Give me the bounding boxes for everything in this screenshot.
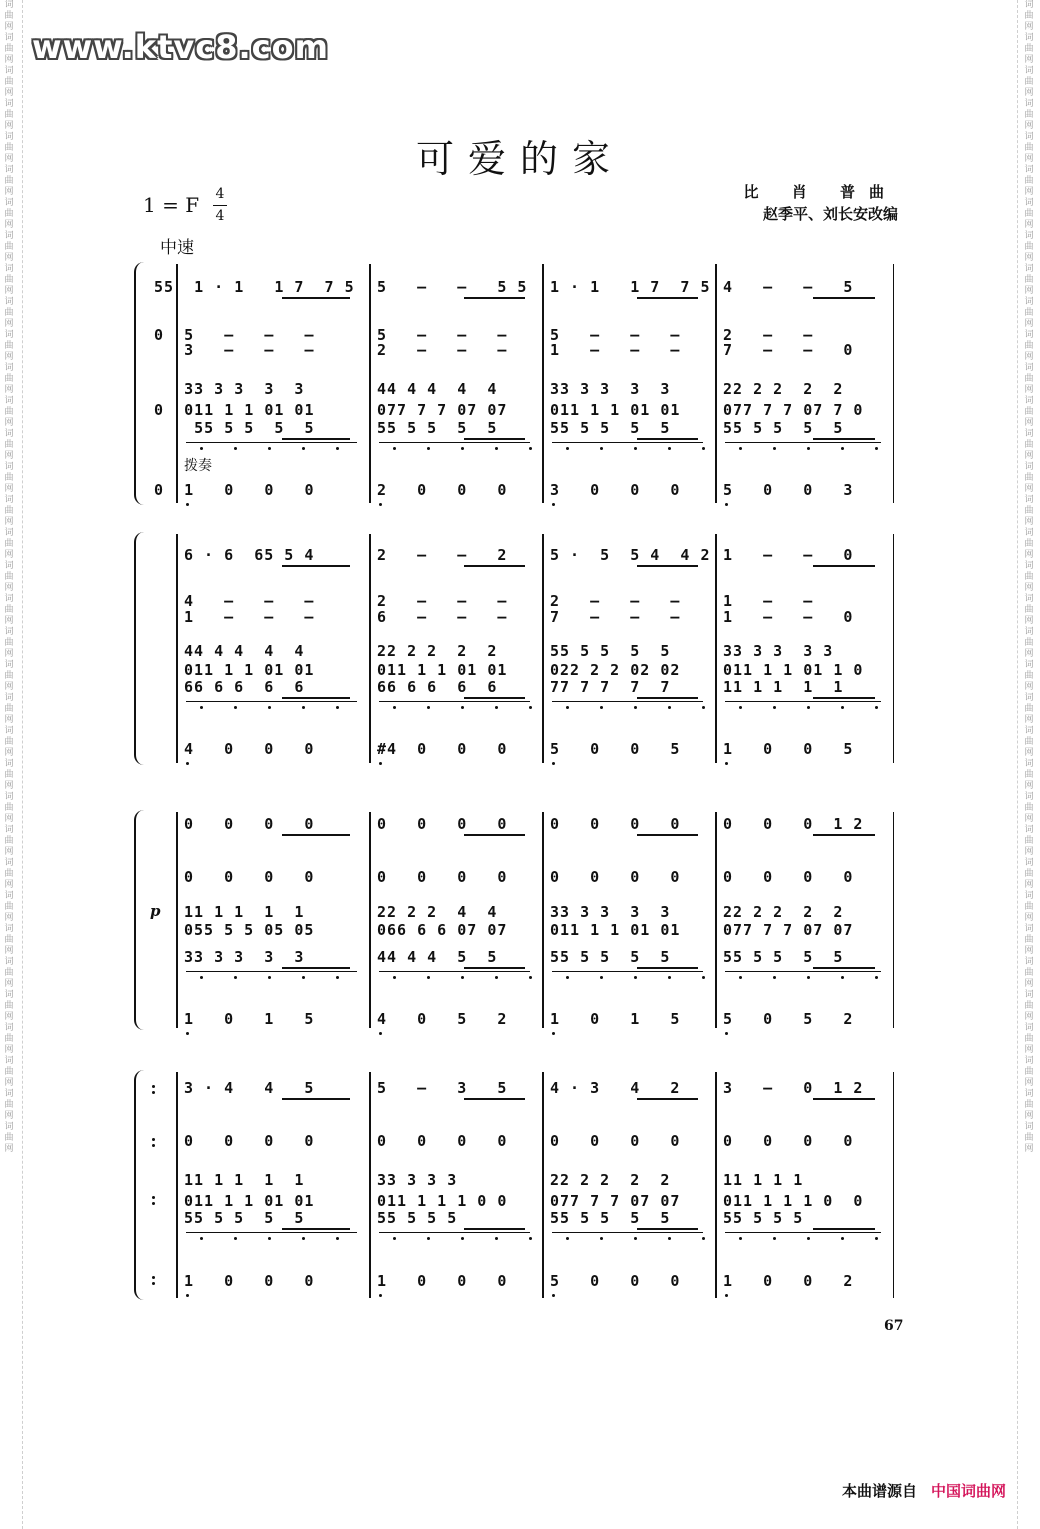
octave-dot	[268, 976, 271, 979]
octave-dot	[529, 976, 532, 979]
octave-dot	[302, 706, 305, 709]
melody-measure: 5 — — 5 5	[377, 278, 528, 296]
octave-dot	[461, 706, 464, 709]
harmony-upper-measure: 0 0 0 0	[550, 1132, 681, 1150]
composer-credit: 比 肖 普曲	[743, 183, 898, 201]
harmony-upper-measure: 5 — — —	[550, 326, 681, 344]
melody-measure: 1 · 1 1 7 7 5	[550, 278, 711, 296]
strings-bot-measure: 66 6 6 6 6	[184, 678, 305, 696]
strings-top-measure: 44 4 4 4 4	[184, 642, 305, 660]
octave-dot	[668, 447, 671, 450]
bass-measure: 5 0 0 0	[550, 1272, 681, 1290]
source-label: 本曲谱源自	[841, 1482, 917, 1500]
strings-top-measure: 22 2 2 2 2	[550, 1171, 671, 1189]
strings-top-measure: 11 1 1 1	[723, 1171, 804, 1189]
melody-measure: 0 0 0 1 2	[723, 815, 864, 833]
strings-bot-measure: 55 5 5 5 5	[154, 419, 315, 437]
harmony-upper-measure: 0 0 0 0	[184, 868, 315, 886]
strings-mid-measure: 055 5 5 05 05	[184, 921, 315, 939]
octave-dot	[841, 1237, 844, 1240]
octave-dot	[495, 976, 498, 979]
left-margin-guide	[22, 0, 23, 1529]
left-side-watermark: 词曲网词曲网词曲网词曲网词曲网词曲网词曲网词曲网词曲网词曲网词曲网词曲网词曲网词曲网词曲网词曲网词曲网词曲网词曲网词曲网词曲网词曲网词曲网词曲网词曲网词曲网词曲网词曲网词曲网词曲网词曲网词曲网词曲网词曲网词曲网	[4, 0, 14, 1154]
octave-dot	[875, 706, 878, 709]
octave-dot	[529, 1237, 532, 1240]
strings-mid-measure: 077 7 7 07 07	[550, 1192, 681, 1210]
octave-dot	[268, 706, 271, 709]
octave-dot	[393, 706, 396, 709]
melody-measure: 3 · 4 4 5	[184, 1079, 315, 1097]
octave-dot	[634, 447, 637, 450]
strings-bot-measure: 55 5 5 5	[723, 1209, 804, 1227]
strings-bot-measure: 44 4 4 5 5	[377, 948, 498, 966]
strings-mid-measure: 011 1 1 01 01	[550, 921, 681, 939]
melody-measure: 4 · 3 4 2	[550, 1079, 681, 1097]
octave-dot	[427, 976, 430, 979]
octave-dot	[566, 447, 569, 450]
octave-dot	[668, 1237, 671, 1240]
melody-measure: 1 — — 0	[723, 546, 854, 564]
bass-row	[0, 1266, 1040, 1296]
octave-dot	[702, 447, 705, 450]
harmony-lower-measure: 1 — — 0	[723, 608, 854, 626]
key-signature: 1 = F	[143, 193, 200, 217]
octave-dot	[841, 976, 844, 979]
octave-dot	[268, 447, 271, 450]
harmony-lower-measure: 7 — — 0	[723, 341, 854, 359]
octave-dot	[336, 447, 339, 450]
time-signature	[212, 184, 228, 227]
strings-mid-measure: 077 7 7 07 07	[377, 401, 508, 419]
page-number: 67	[884, 1318, 904, 1334]
octave-dot	[234, 447, 237, 450]
harmony-upper-measure: 0 5 — — —	[154, 326, 315, 344]
strings-bot-measure: 11 1 1 1 1	[723, 678, 844, 696]
bass-measure: 1 0 0 0	[377, 1272, 508, 1290]
octave-dot	[393, 976, 396, 979]
octave-dot	[336, 976, 339, 979]
octave-dot	[773, 976, 776, 979]
octave-dot	[234, 706, 237, 709]
melody-measure: 5 — 3 5	[377, 1079, 508, 1097]
bass-measure: 1 0 0 2	[723, 1272, 854, 1290]
harmony-upper-measure: 2 — — —	[377, 592, 508, 610]
harmony-upper-measure: 0 0 0 0	[550, 868, 681, 886]
bass-measure: 1 0 0 0	[184, 1272, 315, 1290]
melody-row	[0, 1073, 1040, 1103]
time-signature-bottom: 4	[215, 208, 225, 224]
bass-measure: 4 0 0 0	[184, 740, 315, 758]
octave-dot	[234, 1237, 237, 1240]
melody-measure: 2 — — 2	[377, 546, 508, 564]
octave-dot	[302, 976, 305, 979]
source-credit	[842, 1480, 1006, 1501]
octave-dot	[634, 706, 637, 709]
strings-top-measure: 33 3 3 3 3	[550, 380, 671, 398]
dynamic-marking: p	[150, 902, 162, 920]
bass-measure: 1 0 1 5	[550, 1010, 681, 1028]
octave-dot	[529, 447, 532, 450]
octave-dot	[739, 447, 742, 450]
right-side-watermark: 词曲网词曲网词曲网词曲网词曲网词曲网词曲网词曲网词曲网词曲网词曲网词曲网词曲网词曲网词曲网词曲网词曲网词曲网词曲网词曲网词曲网词曲网词曲网词曲网词曲网词曲网词曲网词曲网词曲网词曲网词曲网词曲网词曲网词曲网词曲网	[1024, 0, 1034, 1154]
octave-dot	[739, 1237, 742, 1240]
octave-dot	[393, 1237, 396, 1240]
harmony-upper-measure: 0 0 0 0	[377, 1132, 508, 1150]
octave-dot	[495, 1237, 498, 1240]
octave-dot	[302, 1237, 305, 1240]
strings-bot-measure: 66 6 6 6 6	[377, 678, 498, 696]
strings-mid-measure: 011 1 1 01 01	[377, 661, 508, 679]
strings-top-measure: 22 2 2 2 2	[377, 642, 498, 660]
harmony-lower-measure: 1 — — —	[550, 341, 681, 359]
harmony-lower-measure: 7 — — —	[550, 608, 681, 626]
strings-bot-row	[0, 672, 1040, 702]
strings-top-measure: 55 5 5 5 5	[550, 642, 671, 660]
strings-top-measure: 33 3 3 3	[377, 1171, 458, 1189]
octave-dot	[841, 447, 844, 450]
octave-dot	[600, 976, 603, 979]
strings-mid-measure: 011 1 1 01 01	[184, 1192, 315, 1210]
melody-row	[0, 272, 1040, 302]
harmony-lower-row	[0, 335, 1040, 365]
octave-dot	[634, 1237, 637, 1240]
strings-mid-measure: 077 7 7 07 7 0	[723, 401, 864, 419]
strings-bot-measure: 55 5 5 5	[377, 1209, 458, 1227]
melody-measure: 4 — — 5	[723, 278, 854, 296]
right-margin-guide	[1017, 0, 1018, 1529]
strings-bot-row	[0, 942, 1040, 972]
strings-top-measure: 22 2 2 4 4	[377, 903, 498, 921]
melody-measure: 0 0 0 0	[184, 815, 315, 833]
octave-dot	[234, 976, 237, 979]
time-signature-top: 4	[215, 186, 225, 202]
strings-bot-measure: 77 7 7 7 7	[550, 678, 671, 696]
strings-bot-measure: 55 5 5 5 5	[550, 1209, 671, 1227]
octave-dot	[875, 447, 878, 450]
harmony-upper-measure: 5 — — —	[377, 326, 508, 344]
strings-top-measure: 11 1 1 1 1	[184, 1171, 305, 1189]
octave-dot	[702, 1237, 705, 1240]
strings-mid-row	[0, 915, 1040, 945]
bass-row	[0, 1004, 1040, 1034]
melody-measure: 6 · 6 65 5 4	[184, 546, 315, 564]
octave-dot	[427, 1237, 430, 1240]
strings-bot-measure: 33 3 3 3 3	[184, 948, 305, 966]
octave-dot	[600, 1237, 603, 1240]
octave-dot	[200, 447, 203, 450]
harmony-lower-measure: 6 — — —	[377, 608, 508, 626]
strings-mid-measure: 077 7 7 07 07	[723, 921, 854, 939]
bass-measure: 3 0 0 0	[550, 481, 681, 499]
octave-dot	[461, 976, 464, 979]
octave-dot	[566, 706, 569, 709]
octave-dot	[200, 1237, 203, 1240]
melody-row	[0, 540, 1040, 570]
strings-top-measure: 33 3 3 3 3	[154, 380, 305, 398]
harmony-upper-measure: 1 — —	[723, 592, 814, 610]
octave-dot	[634, 976, 637, 979]
strings-mid-measure: 011 1 1 01 1 0	[723, 661, 864, 679]
octave-dot	[461, 1237, 464, 1240]
harmony-upper-measure: 4 — — —	[184, 592, 315, 610]
bass-measure: 5 0 0 3	[723, 481, 854, 499]
site-watermark: www.ktvc8.com	[32, 28, 329, 66]
octave-dot	[529, 706, 532, 709]
octave-dot	[807, 706, 810, 709]
octave-dot	[302, 447, 305, 450]
octave-dot	[702, 706, 705, 709]
bass-measure: 5 0 0 5	[550, 740, 681, 758]
strings-top-measure: 11 1 1 1 1	[184, 903, 305, 921]
bass-measure: 2 0 0 0	[377, 481, 508, 499]
strings-mid-measure: 011 1 1 1 0 0	[723, 1192, 864, 1210]
pizzicato-marking: 拨奏	[184, 458, 212, 474]
melody-row	[0, 809, 1040, 839]
octave-dot	[875, 976, 878, 979]
harmony-upper-measure: 2 — — —	[550, 592, 681, 610]
octave-dot	[566, 976, 569, 979]
octave-dot	[668, 976, 671, 979]
octave-dot	[427, 706, 430, 709]
strings-bot-measure: 55 5 5 5 5	[184, 1209, 305, 1227]
strings-bot-row	[0, 413, 1040, 443]
strings-bot-measure: 55 5 5 5 5	[550, 419, 671, 437]
bass-measure: 5 0 5 2	[723, 1010, 854, 1028]
strings-mid-measure: 011 1 1 01 01	[550, 401, 681, 419]
octave-dot	[461, 447, 464, 450]
bass-row	[0, 734, 1040, 764]
strings-bot-measure: 55 5 5 5 5	[550, 948, 671, 966]
melody-measure: 55 1 · 1 1 7 7 5	[154, 278, 355, 296]
melody-measure: 3 — 0 1 2	[723, 1079, 864, 1097]
melody-measure: 5 · 5 5 4 4 2	[550, 546, 711, 564]
octave-dot	[875, 1237, 878, 1240]
octave-dot	[807, 1237, 810, 1240]
octave-dot	[200, 976, 203, 979]
strings-top-measure: 33 3 3 3 3	[723, 642, 834, 660]
octave-dot	[739, 976, 742, 979]
strings-mid-measure: 066 6 6 07 07	[377, 921, 508, 939]
strings-bot-measure: 55 5 5 5 5	[377, 419, 498, 437]
bass-measure: 4 0 5 2	[377, 1010, 508, 1028]
octave-dot	[668, 706, 671, 709]
octave-dot	[200, 706, 203, 709]
octave-dot	[336, 706, 339, 709]
harmony-upper-measure: 0 0 0 0	[377, 868, 508, 886]
harmony-upper-row	[0, 862, 1040, 892]
harmony-lower-row	[0, 602, 1040, 632]
harmony-lower-measure: 2 — — —	[377, 341, 508, 359]
octave-dot	[773, 706, 776, 709]
bass-measure: #4 0 0 0	[377, 740, 508, 758]
bass-measure: 1 0 0 5	[723, 740, 854, 758]
harmony-upper-row	[0, 1126, 1040, 1156]
bass-measure: 0 1 0 0 0	[154, 481, 315, 499]
strings-bot-measure: 55 5 5 5 5	[723, 948, 844, 966]
strings-mid-measure: 0 011 1 1 01 01	[154, 401, 315, 419]
octave-dot	[807, 447, 810, 450]
harmony-upper-measure: 2 — —	[723, 326, 814, 344]
strings-mid-measure: 022 2 2 02 02	[550, 661, 681, 679]
octave-dot	[268, 1237, 271, 1240]
octave-dot	[773, 1237, 776, 1240]
harmony-lower-measure: 1 — — —	[184, 608, 315, 626]
strings-bot-measure: 55 5 5 5 5	[723, 419, 844, 437]
melody-measure: 0 0 0 0	[550, 815, 681, 833]
strings-mid-measure: 011 1 1 1 0 0	[377, 1192, 508, 1210]
strings-top-measure: 44 4 4 4 4	[377, 380, 498, 398]
octave-dot	[807, 976, 810, 979]
melody-measure: 0 0 0 0	[377, 815, 508, 833]
page-title: 可爱的家	[415, 137, 624, 181]
octave-dot	[739, 706, 742, 709]
octave-dot	[773, 447, 776, 450]
octave-dot	[495, 447, 498, 450]
harmony-lower-measure: 3 — — —	[154, 341, 315, 359]
octave-dot	[336, 1237, 339, 1240]
octave-dot	[600, 706, 603, 709]
octave-dot	[702, 976, 705, 979]
source-site: 中国词曲网	[930, 1482, 1006, 1500]
octave-dot	[566, 1237, 569, 1240]
bass-row	[0, 475, 1040, 505]
strings-top-measure: 33 3 3 3 3	[550, 903, 671, 921]
octave-dot	[427, 447, 430, 450]
strings-top-measure: 22 2 2 2 2	[723, 380, 844, 398]
harmony-upper-measure: 0 0 0 0	[723, 868, 854, 886]
octave-dot	[841, 706, 844, 709]
octave-dot	[600, 447, 603, 450]
tempo-marking: 中速	[160, 238, 194, 258]
bass-measure: 1 0 1 5	[184, 1010, 315, 1028]
strings-mid-measure: 011 1 1 01 01	[184, 661, 315, 679]
octave-dot	[393, 447, 396, 450]
strings-bot-row	[0, 1203, 1040, 1233]
harmony-upper-measure: 0 0 0 0	[723, 1132, 854, 1150]
strings-top-measure: 22 2 2 2 2	[723, 903, 844, 921]
arranger-credit: 赵季平、刘长安改编	[762, 205, 898, 223]
harmony-upper-measure: 0 0 0 0	[184, 1132, 315, 1150]
octave-dot	[495, 706, 498, 709]
